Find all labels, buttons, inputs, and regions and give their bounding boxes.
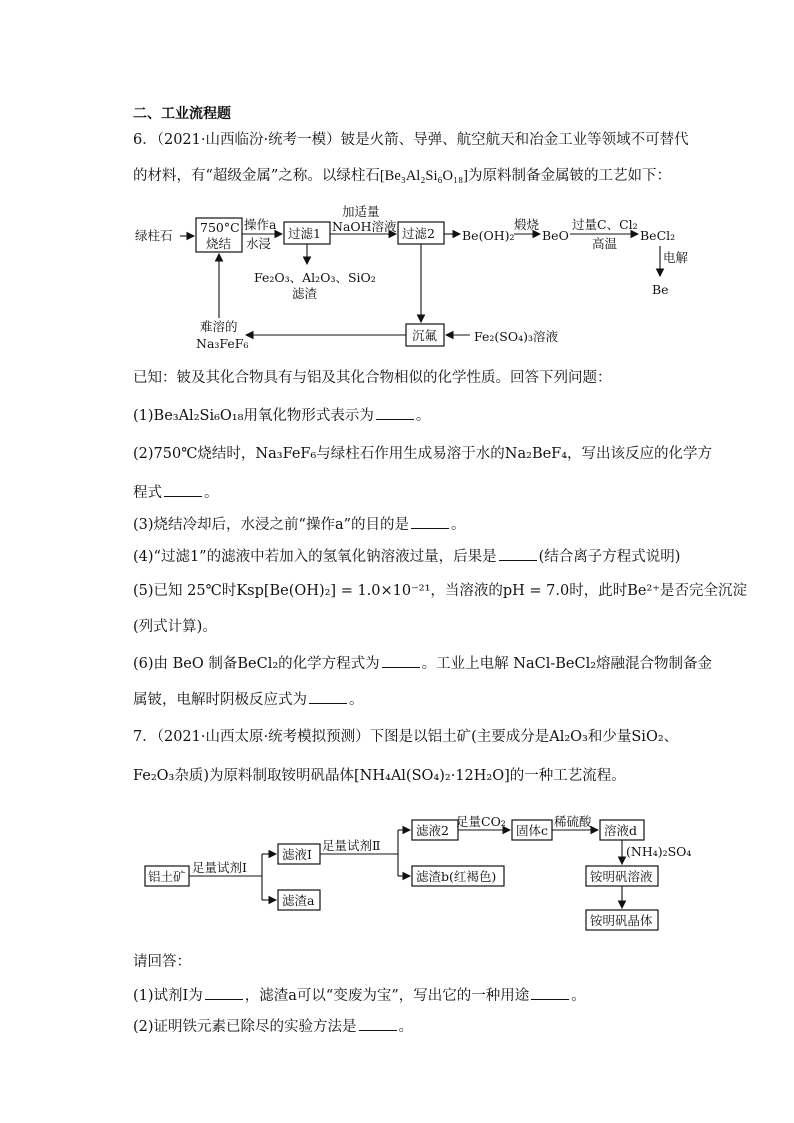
flow-electrolysis: 电解 (663, 250, 689, 265)
q6-stem-line2-start: 的材料，有“超级金属”之称。以绿柱石 (133, 168, 380, 184)
q7-sub2-blank[interactable] (359, 1016, 397, 1031)
q7-sub1-blank1[interactable] (205, 985, 243, 1000)
flow2-solution-d: 溶液d (604, 823, 638, 838)
q7-stem-line1: 7．（2021·山西太原·统考模拟预测）下图是以铝土矿(主要成分是Al₂O₃和少量SiO₂、 (133, 729, 679, 745)
flow2-alum-crystal: 铵明矾晶体 (590, 913, 653, 928)
flow-becl2: BeCl₂ (640, 228, 676, 243)
flow2-filtrate2: 滤液2 (416, 823, 449, 838)
flow-high-temp: 高温 (592, 236, 618, 251)
q6-sub6-blank1[interactable] (382, 653, 420, 668)
q6-stem-line1: 6．（2021·山西临汾·统考一模）铍是火箭、导弹、航空航天和冶金工业等领域不可替代 (133, 132, 689, 148)
flow-filter2-label: 过滤2 (402, 226, 435, 241)
flow-insoluble-bottom: Na₃FeF₆ (196, 336, 249, 351)
flow-sinter-temp: 750°C (200, 220, 240, 235)
q6-sub2-blank[interactable] (164, 482, 202, 497)
q6-sub1: (1)Be₃Al₂Si₆O₁₈用氧化物形式表示为 。 (133, 405, 430, 426)
flow-water-leach: 水浸 (246, 236, 272, 251)
q6-sub2-line1: (2)750℃烧结时，Na₃FeF₆与绿柱石作用生成易溶于水的Na₂BeF₄，写出该反应的化学方 (133, 446, 713, 462)
flow-beoh2: Be(OH)₂ (462, 228, 515, 243)
flow-add-naoh-top: 加适量 (342, 204, 380, 219)
flow2-solid-c: 固体c (516, 823, 549, 838)
flow-op-a: 操作a (244, 217, 277, 232)
flow2-bauxite: 铝土矿 (148, 869, 186, 884)
q7-sub1-blank2[interactable] (531, 985, 569, 1000)
q7-sub2: (2)证明铁元素已除尽的实验方法是 。 (133, 1016, 413, 1037)
flow2-dilute-h2so4: 稀硫酸 (554, 814, 592, 829)
flow2-residue-b: 滤渣b(红褐色) (416, 869, 497, 884)
flow2-filtrate1: 滤液Ⅰ (282, 847, 312, 862)
flow-filter1-label: 过滤1 (288, 226, 321, 241)
q6-sub6-line1: (6)由 BeO 制备BeCl₂的化学方程式为 。工业上电解 NaCl-BeCl₂熔融混合物制备金 (133, 653, 712, 674)
q7-flow-diagram (140, 808, 700, 936)
flow-add-naoh-bottom: NaOH溶液 (332, 219, 397, 234)
flow2-reagent2: 足量试剂Ⅱ (322, 838, 381, 853)
flow2-nh4so4: (NH₄)₂SO₄ (626, 844, 692, 859)
q6-beryl-formula: [Be₃Al₂Si₆O₁₈] (379, 168, 468, 184)
flow2-reagent1: 足量试剂Ⅰ (192, 860, 247, 875)
flow-be: Be (652, 282, 669, 297)
flow-beryl-label: 绿柱石 (135, 228, 173, 243)
q6-sub4-blank[interactable] (499, 546, 537, 561)
flow-residue-label: 滤渣 (292, 286, 318, 301)
q7-sub1: (1)试剂Ⅰ为 ，滤渣a可以“变废为宝”，写出它的一种用途 。 (133, 985, 586, 1006)
flow-sinter-label: 烧结 (206, 236, 232, 251)
q6-stem-line2-end: 为原料制备金属铍的工艺如下： (467, 168, 671, 184)
q6-sub2-line2: 程式 。 (133, 482, 219, 503)
flow-insoluble-top: 难溶的 (200, 319, 238, 334)
q6-flow-diagram (130, 198, 690, 356)
q6-sub6-line2: 属铍，电解时阴极反应式为 。 (133, 689, 364, 710)
flow-fluorine-precip-label: 沉氟 (412, 328, 438, 343)
q6-sub5-line2: (列式计算)。 (133, 619, 217, 635)
flow-fe2so43: Fe₂(SO₄)₃溶液 (474, 329, 558, 344)
q6-sub3: (3)烧结冷却后，水浸之前“操作a”的目的是 。 (133, 514, 466, 535)
flow2-co2: 足量CO₂ (456, 814, 506, 829)
flow-excess-c-cl2: 过量C、Cl₂ (572, 217, 638, 232)
q6-stem-line2 (133, 166, 671, 186)
q6-sub3-blank[interactable] (411, 514, 449, 529)
q6-sub4: (4)“过滤1”的滤液中若加入的氢氧化钠溶液过量，后果是 (结合离子方程式说明) (133, 546, 680, 567)
section-title: 二、工业流程题 (133, 106, 231, 122)
q6-sub6-blank2[interactable] (309, 689, 347, 704)
flow-residue-formula: Fe₂O₃、Al₂O₃、SiO₂ (254, 270, 376, 285)
flow2-alum-solution: 铵明矾溶液 (590, 869, 653, 884)
q6-sub5-line1: (5)已知 25℃时Ksp[Be(OH)₂] = 1.0×10⁻²¹，当溶液的pH = 7.0时，此时Be²⁺是否完全沉淀 (133, 583, 747, 599)
q7-answer-prompt: 请回答： (133, 954, 191, 970)
q6-sub1-blank[interactable] (376, 405, 414, 420)
flow-beo: BeO (542, 228, 569, 243)
flow-calcine: 煅烧 (514, 217, 540, 232)
flow2-residue-a: 滤渣a (282, 893, 315, 908)
q6-known: 已知：铍及其化合物具有与铝及其化合物相似的化学性质。回答下列问题： (133, 370, 612, 386)
q7-stem-line2: Fe₂O₃杂质)为原料制取铵明矾晶体[NH₄Al(SO₄)₂·12H₂O]的一种工艺流程。 (133, 768, 626, 784)
